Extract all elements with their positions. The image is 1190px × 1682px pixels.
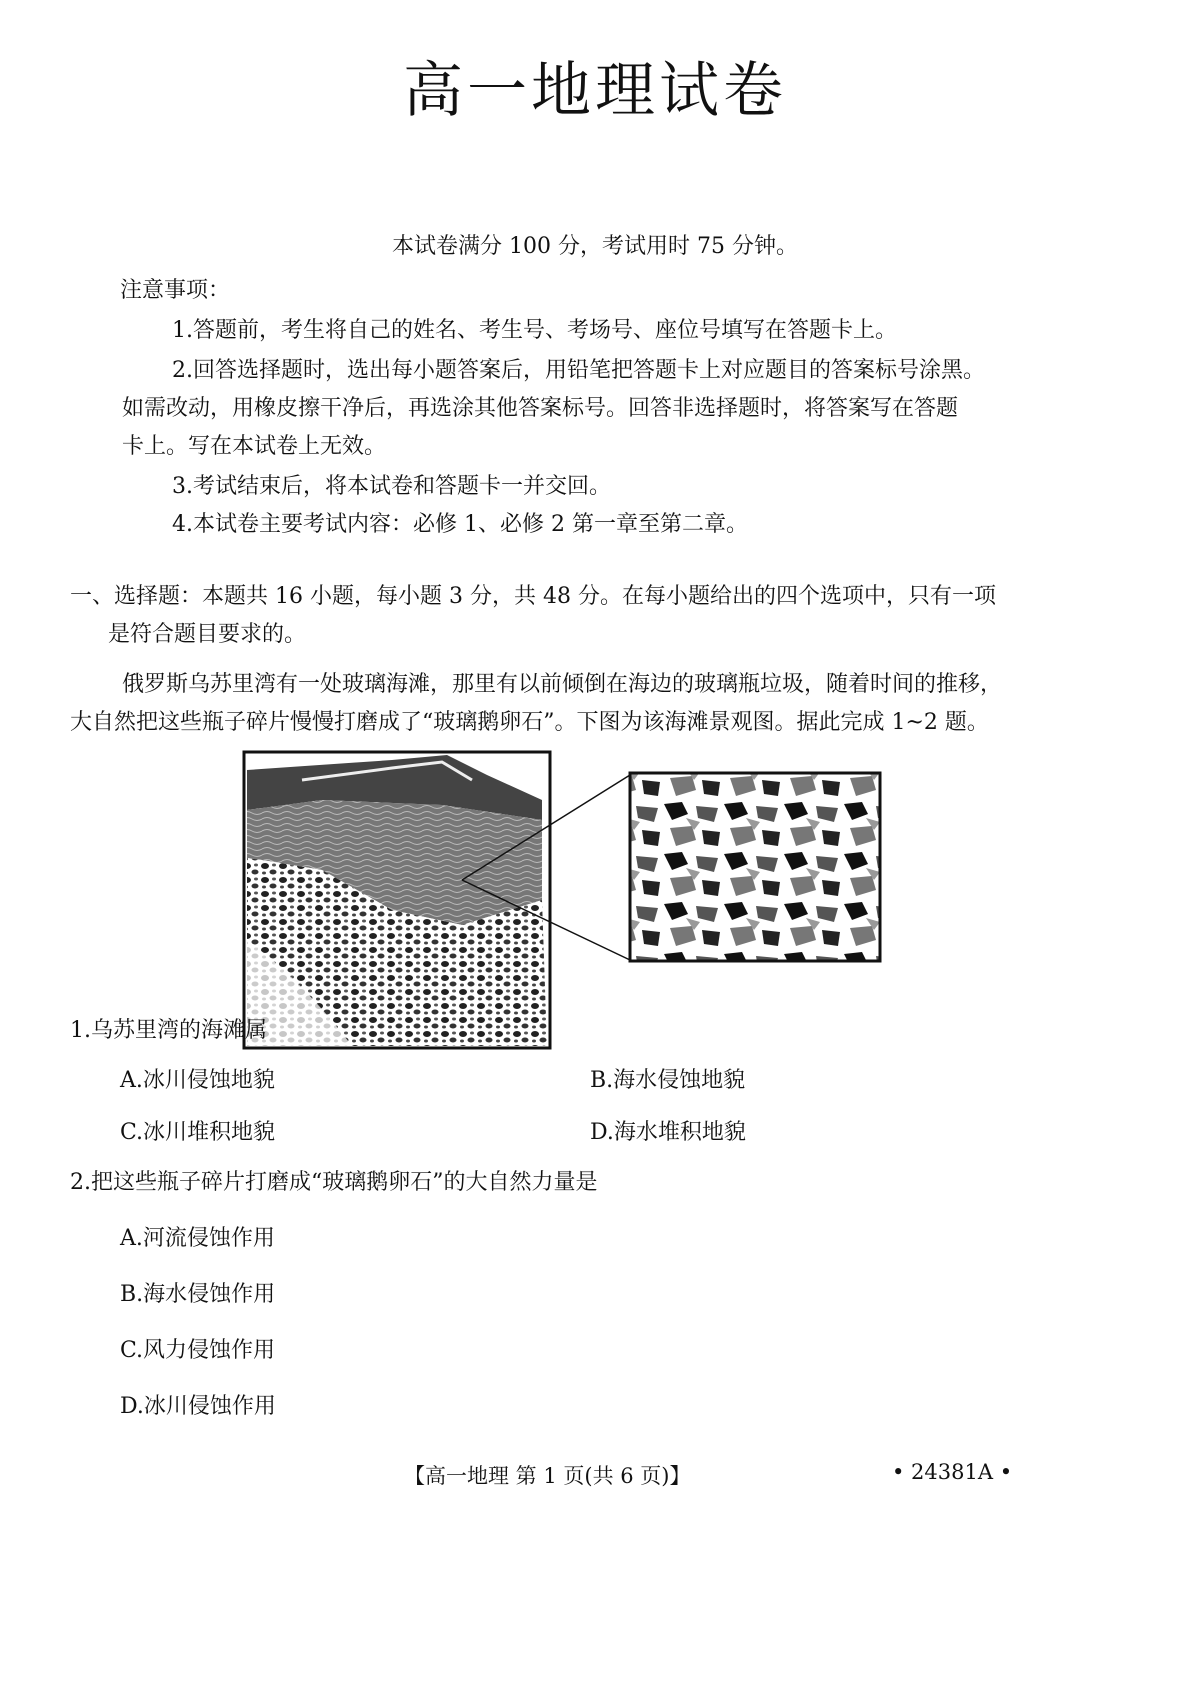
passage-line: 俄罗斯乌苏里湾有一处玻璃海滩，那里有以前倾倒在海边的玻璃瓶垃圾，随着时间的推移， — [122, 672, 1003, 697]
notes-heading: 注意事项： — [120, 278, 231, 303]
question-stem: 2.把这些瓶子碎片打磨成“玻璃鹅卵石”的大自然力量是 — [70, 1170, 598, 1195]
question-option: C.风力侵蚀作用 — [120, 1338, 276, 1363]
beach-figure — [242, 750, 942, 1050]
page-footer: 【高一地理 第 1 页(共 6 页)】 — [404, 1464, 691, 1488]
note-item: 1.答题前，考生将自己的姓名、考生号、考场号、座位号填写在答题卡上。 — [172, 318, 897, 343]
exam-info: 本试卷满分 100 分，考试用时 75 分钟。 — [392, 234, 798, 259]
note-item: 4.本试卷主要考试内容：必修 1、必修 2 第一章至第二章。 — [172, 512, 748, 537]
question-option: D.海水堆积地貌 — [590, 1120, 746, 1145]
question-option: C.冰川堆积地貌 — [120, 1120, 276, 1145]
question-option: B.海水侵蚀作用 — [120, 1282, 276, 1307]
question-option: A.河流侵蚀作用 — [120, 1226, 275, 1251]
page-title: 高一地理试卷 — [403, 56, 787, 126]
question-stem: 1.乌苏里湾的海滩属 — [70, 1018, 267, 1043]
question-option: D.冰川侵蚀作用 — [120, 1394, 276, 1419]
note-item: 卡上。写在本试卷上无效。 — [122, 434, 387, 459]
question-option: B.海水侵蚀地貌 — [590, 1068, 746, 1093]
note-item: 如需改动，用橡皮擦干净后，再选涂其他答案标号。回答非选择题时，将答案写在答题 — [122, 396, 959, 421]
passage-line: 大自然把这些瓶子碎片慢慢打磨成了“玻璃鹅卵石”。下图为该海滩景观图。据此完成 1~2 题。 — [70, 710, 989, 735]
question-option: A.冰川侵蚀地貌 — [120, 1068, 275, 1093]
section-heading-cont: 是符合题目要求的。 — [108, 622, 307, 647]
glass-pebbles-closeup-image — [630, 773, 880, 961]
note-item: 3.考试结束后，将本试卷和答题卡一并交回。 — [172, 474, 611, 499]
section-heading: 一、选择题：本题共 16 小题，每小题 3 分，共 48 分。在每小题给出的四个选项中，只有一项 — [70, 584, 996, 609]
note-item: 2.回答选择题时，选出每小题答案后，用铅笔把答题卡上对应题目的答案标号涂黑。 — [172, 358, 985, 383]
paper-code: • 24381A • — [892, 1460, 1013, 1484]
